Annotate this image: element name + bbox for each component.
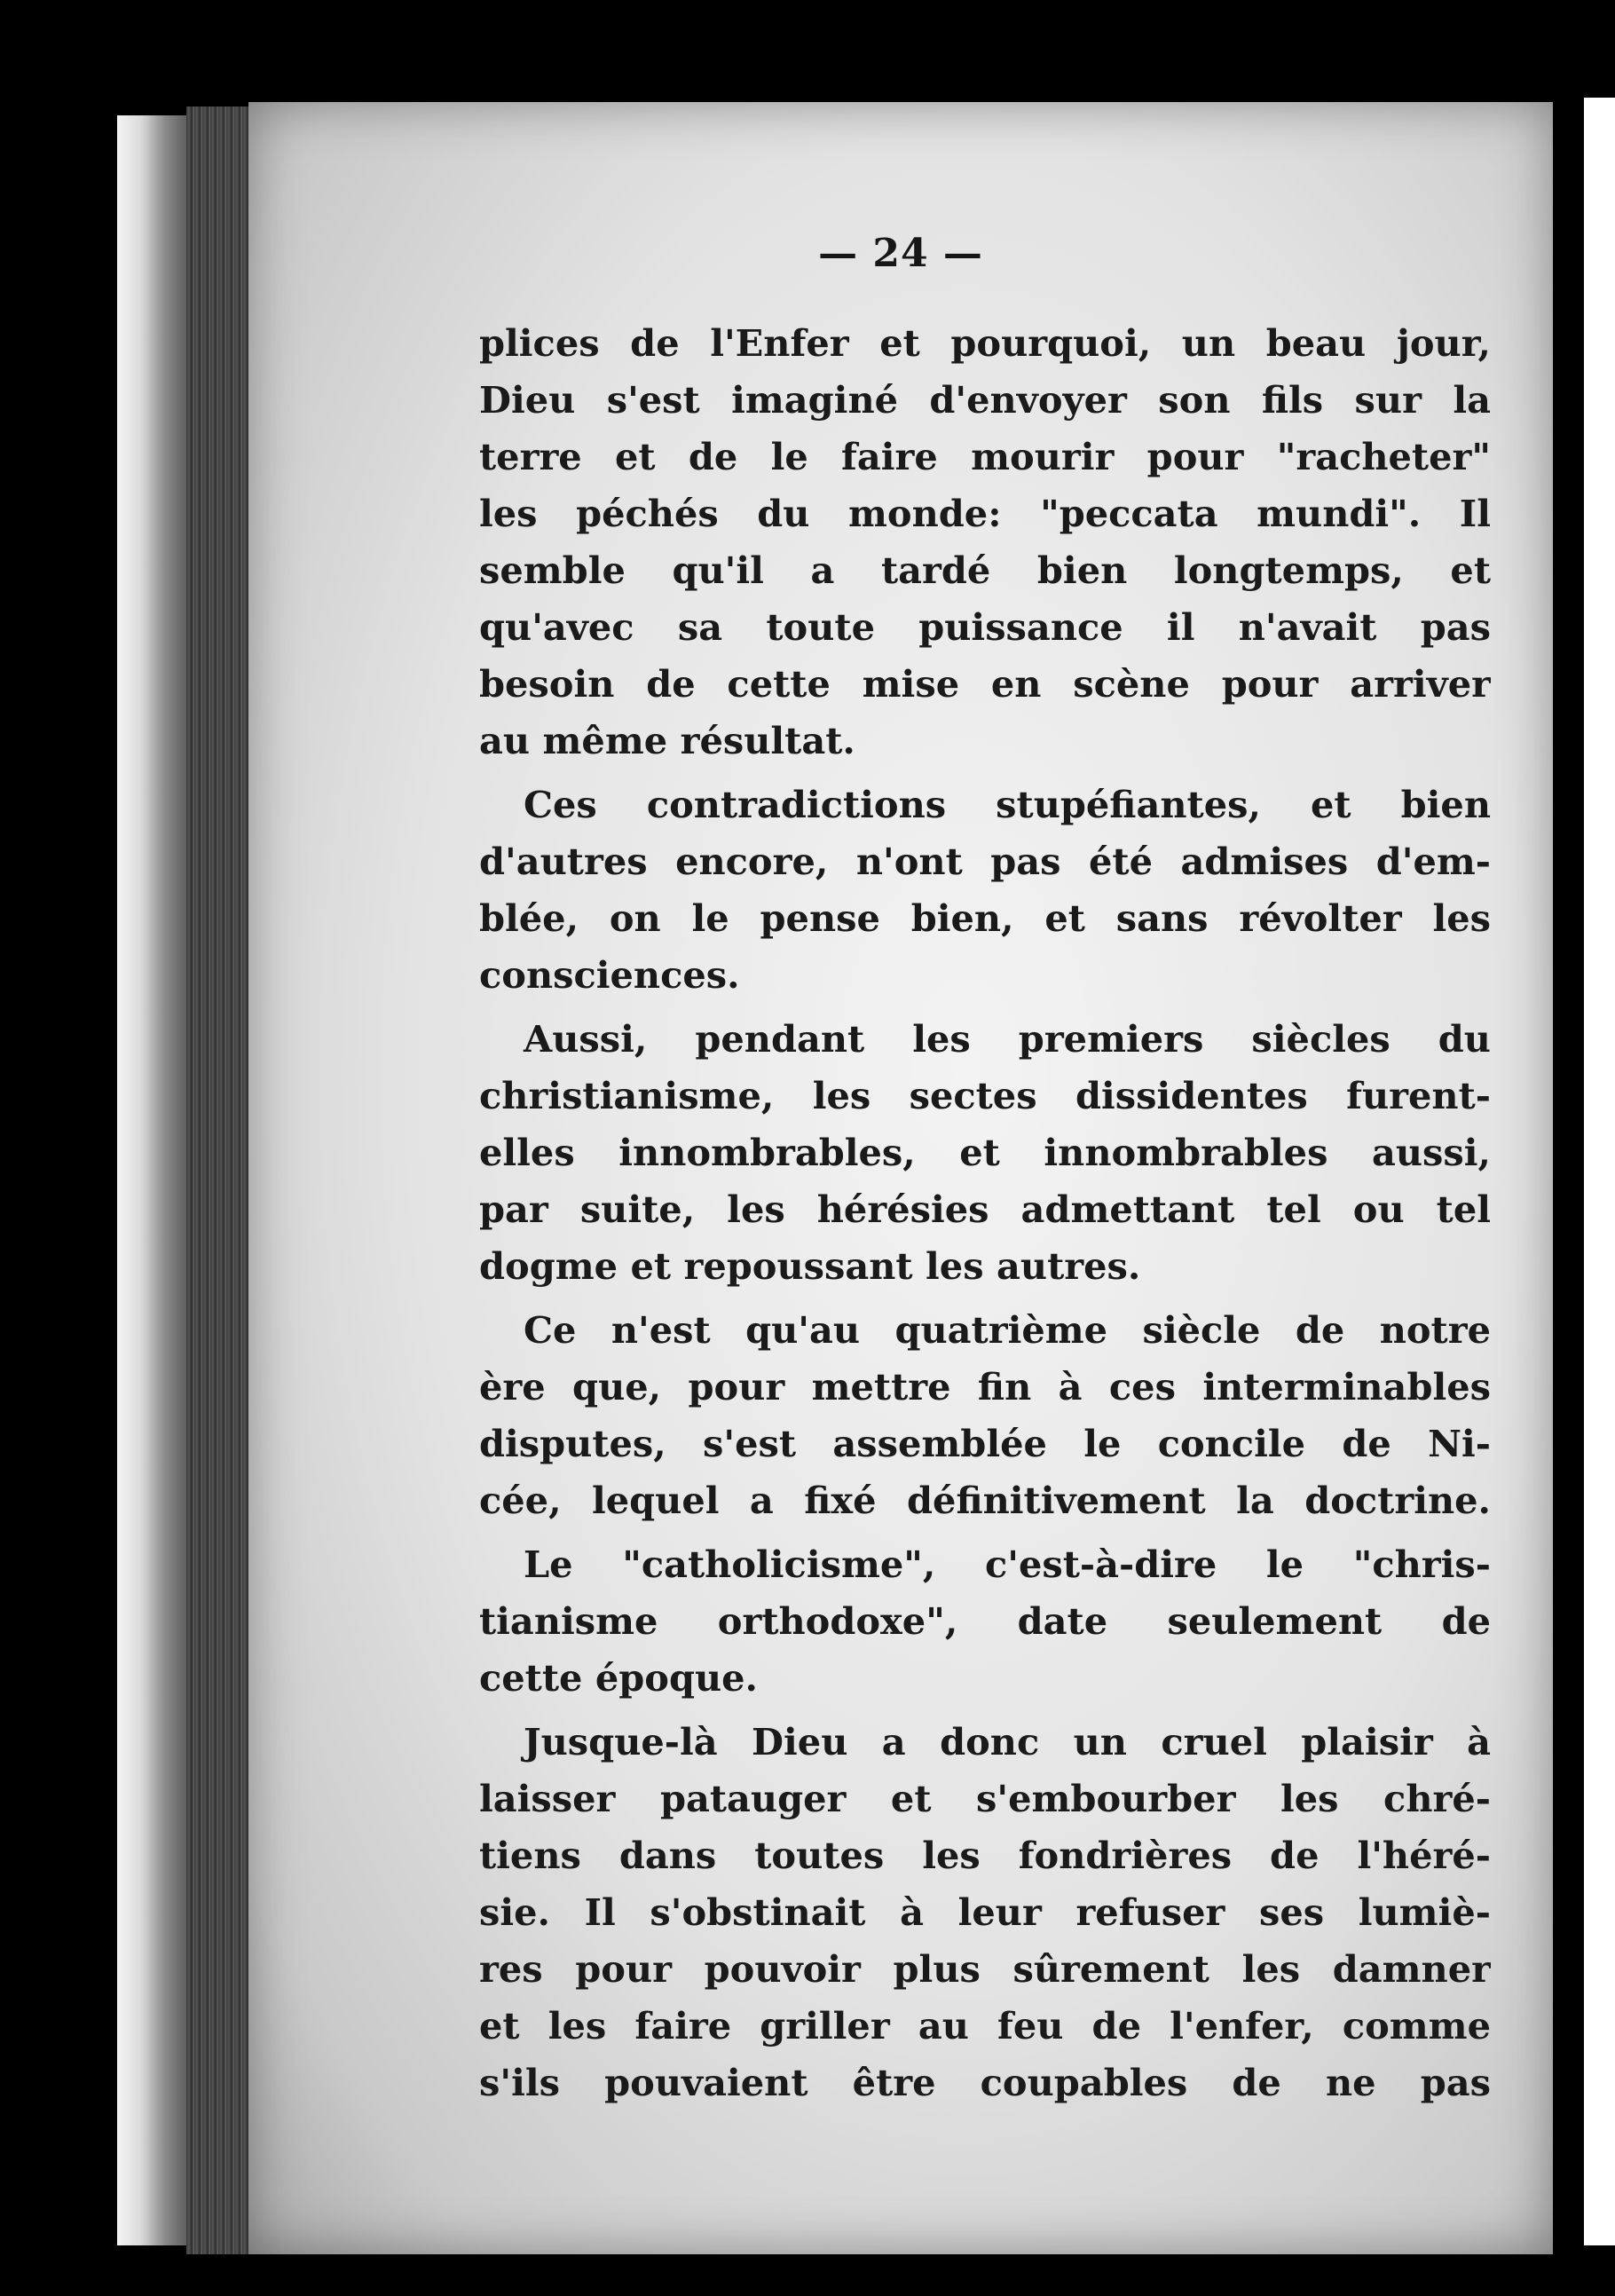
text-line: par suite, les hérésies admettant tel ou tel [479, 1187, 1491, 1231]
text-line: d'autres encore, n'ont pas été admises d'em- [479, 840, 1491, 883]
text-line: Le "catholicisme", c'est-à-dire le "chris- [524, 1543, 1491, 1586]
page-number: — 24 — [818, 231, 983, 276]
text-line: Jusque-là Dieu a donc un cruel plaisir à [524, 1720, 1491, 1763]
paragraph [479, 1714, 1491, 2111]
text-line: semble qu'il a tardé bien longtemps, et [479, 548, 1491, 592]
text-line: Dieu s'est imaginé d'envoyer son fils sur la [479, 378, 1491, 422]
paragraph [479, 777, 1491, 1004]
text-line: dogme et repoussant les autres. [479, 1244, 1141, 1288]
text-line: Aussi, pendant les premiers siècles du [524, 1017, 1491, 1061]
text-line: res pour pouvoir plus sûrement les damner [479, 1947, 1491, 1991]
scan-border [1584, 98, 1615, 2245]
body-text [479, 315, 1491, 2118]
text-line: cette époque. [479, 1656, 759, 1700]
text-line: tiens dans toutes les fondrières de l'héré- [479, 1834, 1491, 1877]
book-page [248, 102, 1553, 2254]
text-line: Ces contradictions stupéfiantes, et bien [524, 783, 1491, 826]
text-line: terre et de le faire mourir pour "racheter" [479, 435, 1491, 478]
text-line: disputes, s'est assemblée le concile de Ni- [479, 1422, 1491, 1465]
paragraph [479, 1536, 1491, 1707]
text-line: au même résultat. [479, 719, 855, 762]
text-line: elles innombrables, et innombrables aussi, [479, 1131, 1491, 1174]
text-line: qu'avec sa toute puissance il n'avait pas [479, 605, 1491, 649]
text-line: les péchés du monde: "peccata mundi". Il [479, 492, 1491, 535]
text-line: s'ils pouvaient être coupables de ne pas [479, 2061, 1491, 2104]
text-line: christianisme, les sectes dissidentes furent- [479, 1074, 1491, 1117]
text-line: plices de l'Enfer et pourquoi, un beau jour, [479, 321, 1491, 365]
text-line: ère que, pour mettre fin à ces interminables [479, 1365, 1491, 1408]
text-line: laisser patauger et s'embourber les chré- [479, 1777, 1491, 1820]
text-line: sie. Il s'obstinait à leur refuser ses lumiè- [479, 1890, 1491, 1934]
page-edges [186, 107, 257, 2254]
text-line: blée, on le pense bien, et sans révolter les [479, 896, 1491, 940]
text-line: Ce n'est qu'au quatrième siècle de notre [524, 1308, 1491, 1352]
paragraph [479, 1011, 1491, 1295]
text-line: consciences. [479, 953, 740, 997]
text-line: et les faire griller au feu de l'enfer, comme [479, 2004, 1491, 2047]
book-margin [117, 115, 197, 2245]
paragraph [479, 315, 1491, 769]
text-line: besoin de cette mise en scène pour arriver [479, 662, 1491, 706]
text-line: tianisme orthodoxe", date seulement de [479, 1599, 1491, 1643]
paragraph [479, 1302, 1491, 1529]
text-line: cée, lequel a fixé définitivement la doctrine. [479, 1479, 1491, 1522]
